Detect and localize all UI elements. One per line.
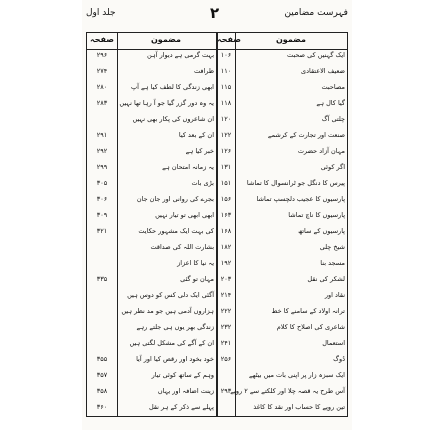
right-entry-page: ۲۵۶ <box>220 355 232 363</box>
right-entry-title: پارسیوں کا عجیب دلچسپ تماشا <box>256 195 345 203</box>
left-entry-title: یہ نیا کا اعزاز <box>177 259 214 267</box>
left-entry-page: ۲۸۳ <box>96 99 108 107</box>
left-entry-title: یہ زمانہ امتحان ہے <box>162 163 214 171</box>
right-entry-page: ۱۸۲ <box>220 243 232 251</box>
left-entry-title: آگئی ایک دلی کس کو دوس ہیں <box>127 291 214 299</box>
right-entry-title: ترانہ اولاد کے سامنے کا خط <box>271 307 345 315</box>
right-entry-page: ۱۲۶ <box>220 147 232 155</box>
left-entry-title: کی بہت ایک مشہور حکایت <box>138 227 214 235</box>
right-entry-page <box>217 403 235 419</box>
left-entry-page: ۳۲۱ <box>96 227 108 235</box>
left-entry-title: ان شاعروں کی پکار بھی نہیں <box>132 115 214 123</box>
left-entry-title: وہم کے ساتھ کوئی تیار <box>151 371 214 379</box>
right-entry-page: ۲۰۳ <box>220 275 232 283</box>
left-entry-title: پہلے سے ذکر کے ہر نقل <box>148 403 214 411</box>
left-entry-page: ۳۳۵ <box>96 275 108 283</box>
left-entry-title: خبر کیا ہے <box>185 147 214 155</box>
left-entry-title: زینت اضافہ اور یہاں <box>157 387 214 395</box>
right-entry-page: ۲۲۲ <box>220 307 232 315</box>
right-entry-title: مصاحبت <box>321 83 345 91</box>
left-entry-page: ۲۹۶ <box>96 51 108 59</box>
right-entry-page: ۱۶۸ <box>220 227 232 235</box>
left-entry-title: خود بخود اور رقص کیا اور آیا <box>136 355 214 363</box>
right-entry-title: استعمال <box>322 339 345 347</box>
left-entry-page: ۳۵۸ <box>96 387 108 395</box>
right-entry-title: پارسیوں کا ناچ تماشا <box>288 211 345 219</box>
right-entry-title: تین روپے کا حساب اور نقد کا کاغذ <box>253 403 345 411</box>
left-entry-title: بشارت اللہ کی صداقت <box>150 243 214 251</box>
right-title-header: مضمون <box>275 35 307 44</box>
left-entry-page <box>87 291 117 307</box>
right-entry-title: شاعری کی اصلاح کا کلام <box>276 323 345 331</box>
right-entry-page: ۱۵۶ <box>220 195 232 203</box>
right-entry-page: ۲۱۴ <box>220 291 232 299</box>
left-entry-page: ۳۰۹ <box>96 211 108 219</box>
left-entry-page: ۲۷۴ <box>96 67 108 75</box>
right-entry-title: آس طرح یہ قصہ چلا اور کلکتے سے ۲ روپے <box>230 387 345 395</box>
right-entry-title: پیرس کا دنگل جو ٹرانسوال کا تماشا <box>246 179 345 187</box>
left-entry-title: زندگی بھر یوں ہی جلتے رہے <box>136 323 214 331</box>
left-entry-page: ۳۵۵ <box>96 355 108 363</box>
left-entry-title: ابھی زندگی کا لطف کیا ہے آپ <box>131 83 214 91</box>
right-entry-title: ضعیف الاعتقادی <box>300 67 345 75</box>
left-entry-page <box>87 323 117 339</box>
page-number: ۲ <box>210 4 220 22</box>
left-entry-page: ۲۹۱ <box>96 131 108 139</box>
right-entry-page: ۱۱۰ <box>220 67 232 75</box>
right-entry-title: گیا کال ہے <box>316 99 345 107</box>
right-entry-title: مسجد بنا <box>320 259 345 267</box>
left-entry-title: ان کے آگے کی مشکل لگتی ہیں <box>129 339 214 347</box>
left-entry-title: ان کے بعد کیا <box>178 131 214 139</box>
left-entry-page: ۳۶۰ <box>96 403 108 411</box>
right-entry-page: ۱۲۰ <box>220 115 232 123</box>
right-entry-title: پارسیوں کے ساتھ <box>298 227 345 235</box>
table-rows <box>87 51 347 416</box>
left-entry-title: ہزاروں آدمی ہیں جو مد نظر ہیں <box>121 307 214 315</box>
right-entry-page: ۲۳۲ <box>220 323 232 331</box>
left-entry-title: بڑی بات <box>191 179 214 187</box>
right-entry-title: ایک سبزہ زار پر اپنی بات میں بیٹھے <box>248 371 345 379</box>
left-entry-page: ۲۹۲ <box>96 147 108 155</box>
left-entry-page: ۳۵۷ <box>96 371 108 379</box>
right-entry-title: لشکر کی نقل <box>307 275 345 283</box>
contents-table <box>86 32 348 417</box>
left-entry-page: ۲۸۰ <box>96 83 108 91</box>
right-entry-title: ڈوگ <box>333 355 345 363</box>
left-entry-page <box>87 307 117 323</box>
right-entry-page: ۲۹۳ <box>220 387 232 395</box>
right-entry-page: ۱۲۲ <box>220 131 232 139</box>
left-entry-title: ظرافت <box>193 67 214 75</box>
right-entry-page: ۱۱۸ <box>220 99 232 107</box>
left-entry-page: ۲۹۹ <box>96 163 108 171</box>
right-entry-title: نقاد اور <box>324 291 345 299</box>
right-entry-page: ۱۵۱ <box>220 179 232 187</box>
left-entry-page <box>87 339 117 355</box>
right-entry-title: اگر کوئی <box>320 163 345 171</box>
right-entry-page: ۲۴۱ <box>220 339 232 347</box>
left-entry-title: بجرے کی روانی اور جان جان <box>136 195 214 203</box>
left-page-header: صفحہ <box>90 35 114 44</box>
left-entry-title: ابھی ابھی تو تیار نہیں <box>155 211 214 219</box>
left-entry-page <box>87 259 117 275</box>
left-entry-page: ۳۰۶ <box>96 195 108 203</box>
left-entry-title: مہان تو گئی <box>180 275 214 283</box>
right-entry-title: صنعت اور تجارت کے کرشمے <box>267 131 345 139</box>
right-entry-page <box>217 371 235 387</box>
left-entry-page: ۳۰۵ <box>96 179 108 187</box>
document-page <box>82 0 352 430</box>
left-entry-page <box>87 243 117 259</box>
volume-label: جلد اول <box>86 8 116 18</box>
left-entry-title: یہ وہ دور گزر گیا جو آ رہا تھا نہیں <box>119 99 214 107</box>
right-entry-page: ۱۱۵ <box>220 83 232 91</box>
right-entry-page: ۱۳۱ <box>220 163 232 171</box>
left-entry-page <box>87 115 117 131</box>
right-page-header: صفحہ <box>217 35 241 44</box>
right-entry-title: چلتی آگ <box>321 115 345 123</box>
right-entry-title: مہان آزاد حضرت <box>297 147 345 155</box>
contents-title: فہرست مضامین <box>284 8 348 18</box>
right-entry-page: ۱۰۶ <box>220 51 232 59</box>
page-header <box>82 6 352 28</box>
right-entry-title: شیخ چلی <box>319 243 345 251</box>
right-entry-title: ایک گہنیں کی صحبت <box>287 51 345 59</box>
right-entry-page: ۱۹۲ <box>220 259 232 267</box>
right-entry-page: ۱۶۳ <box>220 211 232 219</box>
left-title-header: مضمون <box>150 35 182 44</box>
left-entry-title: بہت گرمی ہے دیوار آہن <box>146 51 214 59</box>
